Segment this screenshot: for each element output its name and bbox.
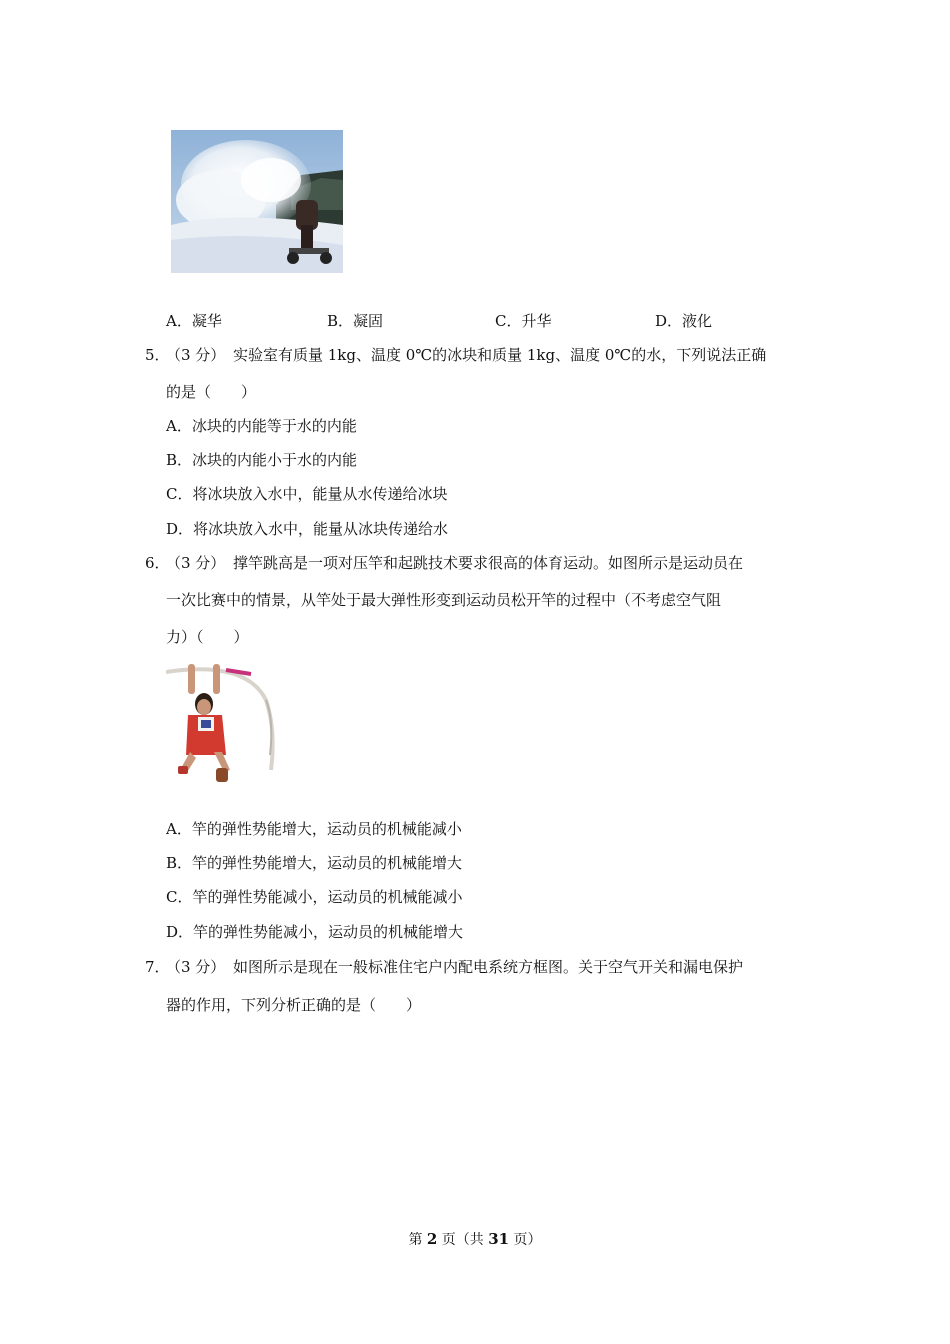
q5-stem-line1: 实验室有质量 1kg、温度 0℃的冰块和质量 1kg、温度 0℃的水，下列说法正确	[233, 346, 767, 364]
q6-stem-line1: 撑竿跳高是一项对压竿和起跳技术要求很高的体育运动。如图所示是运动员在	[233, 554, 744, 572]
footer-total-pages: 31	[488, 1230, 510, 1248]
q6-option-b: B．竿的弹性势能增大，运动员的机械能增大	[166, 854, 463, 872]
q6-stem-line3: 力）（ ）	[166, 628, 249, 646]
q6-option-a: A．竿的弹性势能增大，运动员的机械能减小	[166, 820, 462, 838]
q5-option-a: A．冰块的内能等于水的内能	[166, 417, 357, 435]
snow-machine-photo	[171, 130, 343, 273]
q5-option-b: B．冰块的内能小于水的内能	[166, 451, 358, 469]
q7-score: （3 分）	[166, 958, 226, 976]
q4-option-c: C．升华	[495, 312, 552, 330]
q4-option-d: D．液化	[655, 312, 713, 330]
q7-stem-line2: 器的作用，下列分析正确的是（ ）	[166, 996, 422, 1014]
q7-stem-line1: 如图所示是现在一般标准住宅户内配电系统方框图。关于空气开关和漏电保护	[233, 958, 744, 976]
q5-option-c: C．将冰块放入水中，能量从水传递给冰块	[166, 485, 448, 503]
q4-option-b: B．凝固	[327, 312, 384, 330]
q6-number: 6．	[145, 554, 170, 572]
footer-prefix: 第	[408, 1232, 427, 1248]
q7-number: 7．	[145, 958, 170, 976]
footer-page-number: 2	[426, 1230, 438, 1248]
q5-stem-line2: 的是（ ）	[166, 383, 257, 401]
q6-option-d: D．竿的弹性势能减小，运动员的机械能增大	[166, 923, 464, 941]
q4-option-a: A．凝华	[166, 312, 222, 330]
pole-vaulter-photo	[166, 660, 278, 788]
q5-option-d: D．将冰块放入水中，能量从冰块传递给水	[166, 520, 449, 538]
q6-score: （3 分）	[166, 554, 226, 572]
q6-option-c: C．竿的弹性势能减小，运动员的机械能减小	[166, 888, 463, 906]
q5-score: （3 分）	[166, 346, 226, 364]
q6-stem-line2: 一次比赛中的情景，从竿处于最大弹性形变到运动员松开竿的过程中（不考虑空气阻	[166, 591, 722, 609]
page-footer	[0, 1229, 950, 1250]
footer-suffix: 页）	[509, 1232, 542, 1248]
footer-mid: 页（共	[437, 1232, 489, 1248]
q5-number: 5．	[145, 346, 170, 364]
